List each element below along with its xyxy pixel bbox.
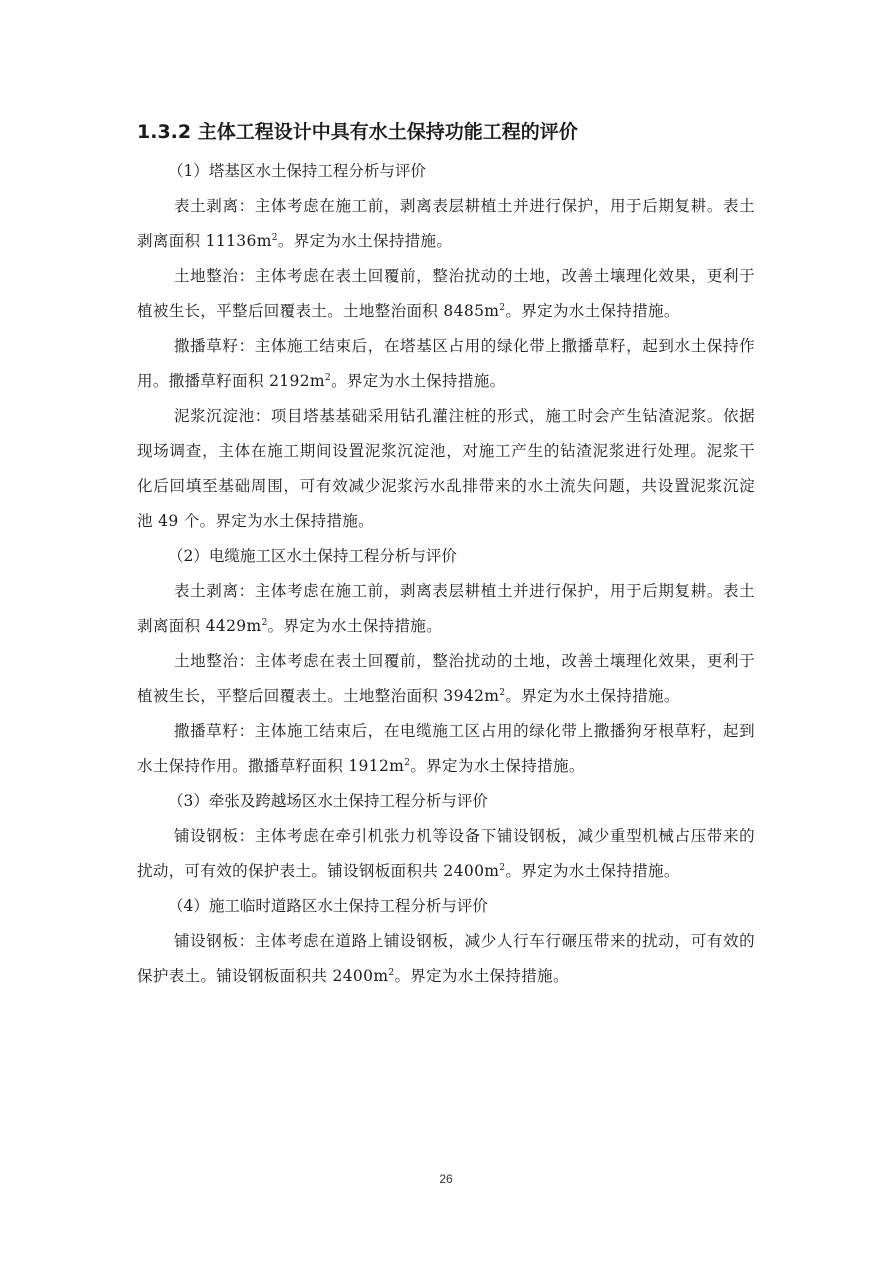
paragraph: 泥浆沉淀池：项目塔基基础采用钻孔灌注桩的形式，施工时会产生钻渣泥浆。依据现场调查，主体在施工期间设置泥浆沉淀池，对施工产生的钻渣泥浆进行处理。泥浆干化后回填至基础周围，可有效减少泥浆污水乱排带来的水土流失问题，共设置泥浆沉淀池 49 个。界定为水土保持措施。 — [137, 407, 755, 530]
section-cable-construction — [137, 539, 755, 784]
paragraph: 撒播草籽：主体施工结束后，在塔基区占用的绿化带上撒播草籽，起到水土保持作用。撒播草籽面积 $2192m^2$。界定为水土保持措施。 — [137, 337, 755, 390]
paragraph: 表土剥离：主体考虑在施工前，剥离表层耕植土并进行保护，用于后期复耕。表土剥离面积 $11136m^2$。界定为水土保持措施。 — [137, 197, 755, 250]
paragraph: 表土剥离：主体考虑在施工前，剥离表层耕植土并进行保护，用于后期复耕。表土剥离面积 $4429m^2$。界定为水土保持措施。 — [137, 582, 755, 635]
section-temporary-road — [137, 889, 755, 994]
paragraph: 土地整治：主体考虑在表土回覆前，整治扰动的土地，改善土壤理化效果，更利于植被生长，平整后回覆表土。土地整治面积 $3942m^2$。界定为水土保持措施。 — [137, 652, 755, 705]
section-heading: 1.3.2 主体工程设计中具有水土保持功能工程的评价 — [137, 121, 578, 143]
subheading: （2）电缆施工区水土保持工程分析与评价 — [168, 547, 457, 565]
paragraph: 撒播草籽：主体施工结束后，在电缆施工区占用的绿化带上撒播狗牙根草籽，起到水土保持作用。撒播草籽面积 $1912m^2$。界定为水土保持措施。 — [137, 722, 755, 775]
paragraph: 铺设钢板：主体考虑在牵引机张力机等设备下铺设钢板，减少重型机械占压带来的扰动，可有效的保护表土。铺设钢板面积共 $2400m^2$。界定为水土保持措施。 — [137, 827, 755, 880]
subheading: （3）牵张及跨越场区水土保持工程分析与评价 — [168, 792, 488, 810]
paragraph: 土地整治：主体考虑在表土回覆前，整治扰动的土地，改善土壤理化效果，更利于植被生长，平整后回覆表土。土地整治面积 $8485m^2$。界定为水土保持措施。 — [137, 267, 755, 320]
page-number: 26 — [439, 1172, 453, 1186]
subheading: （4）施工临时道路区水土保持工程分析与评价 — [168, 897, 488, 915]
section-tower-base — [137, 154, 755, 539]
paragraph: 铺设钢板：主体考虑在道路上铺设钢板，减少人行车行碾压带来的扰动，可有效的保护表土。铺设钢板面积共 $2400m^2$。界定为水土保持措施。 — [137, 932, 755, 985]
page-body — [137, 112, 755, 994]
section-tension-crossing — [137, 784, 755, 889]
subheading: （1）塔基区水土保持工程分析与评价 — [168, 162, 426, 180]
